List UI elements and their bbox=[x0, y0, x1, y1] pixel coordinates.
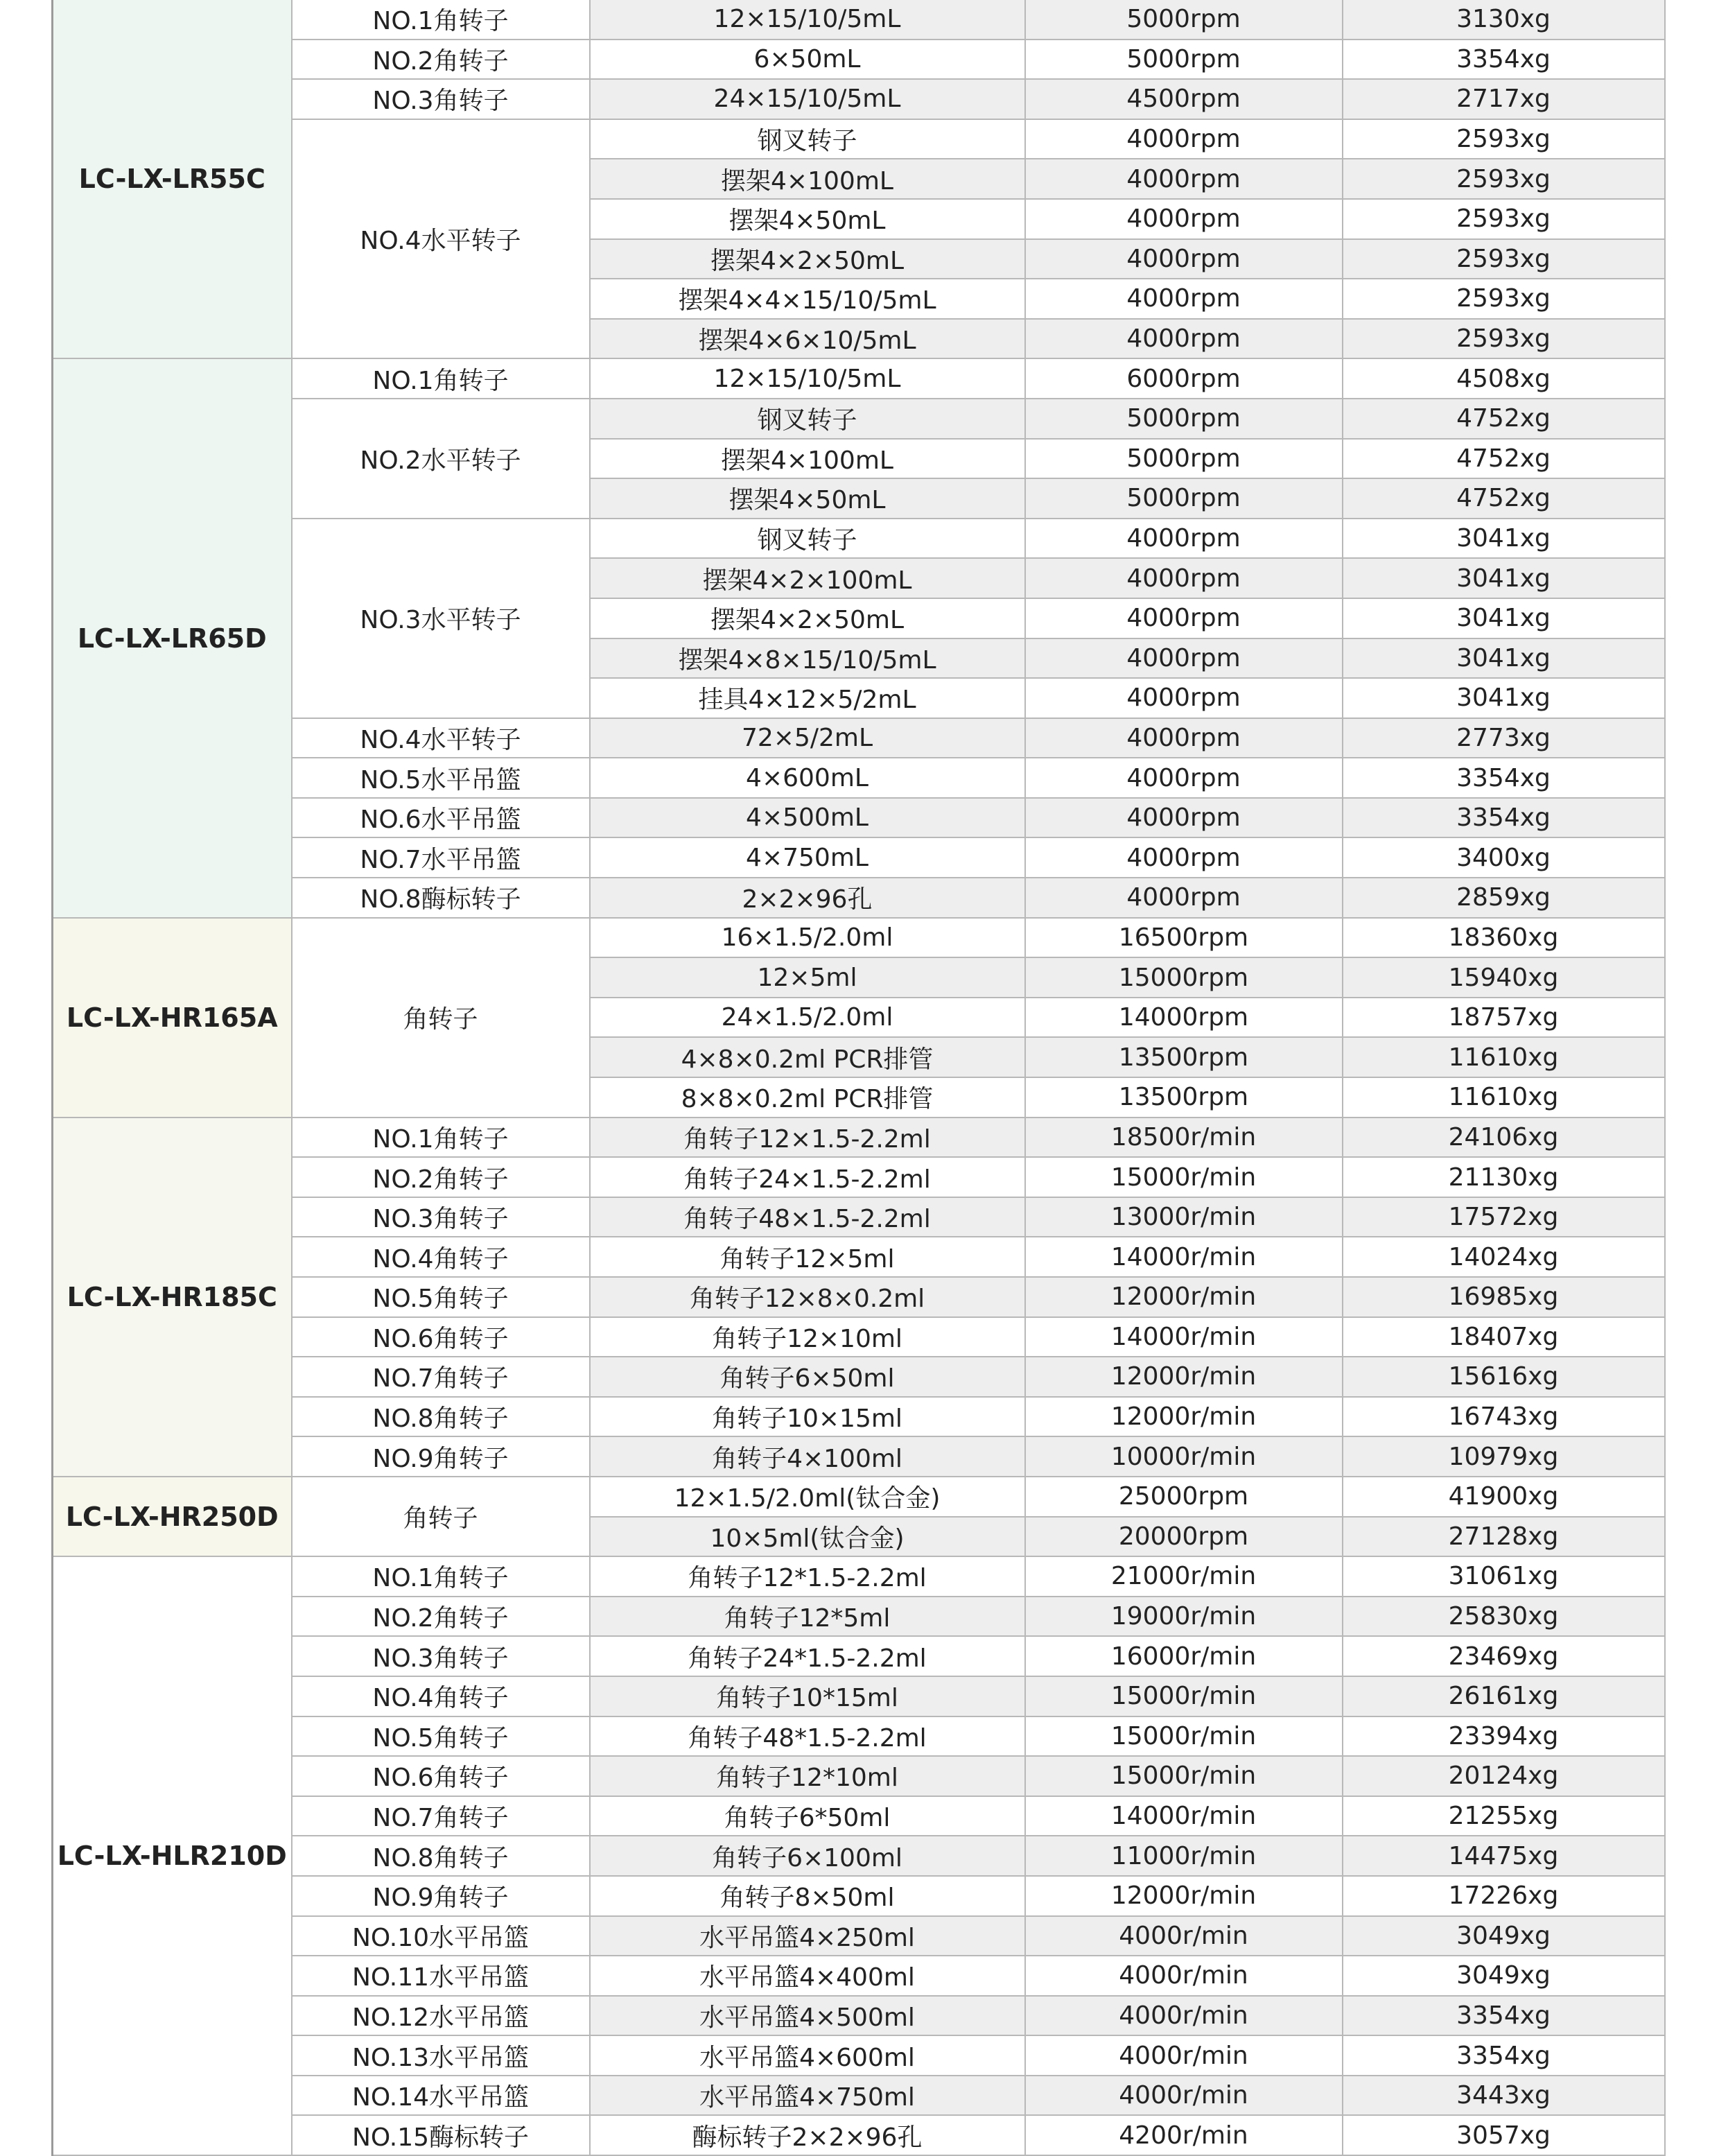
rcf-cell: 17572xg bbox=[1343, 1197, 1665, 1237]
capacity-cell: 水平吊篮4×250ml bbox=[590, 1916, 1025, 1956]
centrifuge-spec-table bbox=[51, 0, 1666, 2156]
rcf-cell: 4752xg bbox=[1343, 399, 1665, 439]
capacity-cell: 4×750mL bbox=[590, 837, 1025, 878]
speed-cell: 5000rpm bbox=[1025, 40, 1343, 80]
rcf-cell: 3400xg bbox=[1343, 837, 1665, 878]
rotor-cell: 角转子 bbox=[292, 918, 590, 1118]
speed-cell: 20000rpm bbox=[1025, 1517, 1343, 1557]
rcf-cell: 3354xg bbox=[1343, 40, 1665, 80]
speed-cell: 18500r/min bbox=[1025, 1118, 1343, 1158]
rcf-cell: 3049xg bbox=[1343, 1916, 1665, 1956]
speed-cell: 4500rpm bbox=[1025, 79, 1343, 119]
rcf-cell: 2717xg bbox=[1343, 79, 1665, 119]
rotor-cell: NO.13水平吊篮 bbox=[292, 2035, 590, 2076]
table-row bbox=[53, 519, 1665, 559]
speed-cell: 15000r/min bbox=[1025, 1756, 1343, 1796]
table-row bbox=[53, 1996, 1665, 2036]
rotor-cell: NO.12水平吊篮 bbox=[292, 1996, 590, 2036]
speed-cell: 14000r/min bbox=[1025, 1317, 1343, 1357]
rcf-cell: 10979xg bbox=[1343, 1436, 1665, 1477]
rcf-cell: 14475xg bbox=[1343, 1836, 1665, 1876]
speed-cell: 4000r/min bbox=[1025, 2076, 1343, 2116]
capacity-cell: 摆架4×4×15/10/5mL bbox=[590, 279, 1025, 319]
rcf-cell: 3041xg bbox=[1343, 558, 1665, 598]
rotor-cell: NO.1角转子 bbox=[292, 358, 590, 399]
table-row bbox=[53, 918, 1665, 958]
rcf-cell: 25830xg bbox=[1343, 1597, 1665, 1637]
rcf-cell: 24106xg bbox=[1343, 1118, 1665, 1158]
rcf-cell: 3354xg bbox=[1343, 798, 1665, 838]
speed-cell: 4000rpm bbox=[1025, 678, 1343, 718]
table-row bbox=[53, 1197, 1665, 1237]
speed-cell: 12000r/min bbox=[1025, 1397, 1343, 1437]
rotor-cell: NO.7角转子 bbox=[292, 1357, 590, 1397]
speed-cell: 4000r/min bbox=[1025, 2035, 1343, 2076]
rcf-cell: 2593xg bbox=[1343, 199, 1665, 239]
rotor-cell: NO.2角转子 bbox=[292, 40, 590, 80]
table-row bbox=[53, 1716, 1665, 1757]
rcf-cell: 3041xg bbox=[1343, 678, 1665, 718]
speed-cell: 10000r/min bbox=[1025, 1436, 1343, 1477]
model-cell: LC-LX-LR65D bbox=[53, 358, 292, 917]
rotor-cell: NO.11水平吊篮 bbox=[292, 1956, 590, 1996]
table-row bbox=[53, 1317, 1665, 1357]
capacity-cell: 8×8×0.2ml PCR排管 bbox=[590, 1077, 1025, 1118]
table-row bbox=[53, 2076, 1665, 2116]
capacity-cell: 角转子4×100ml bbox=[590, 1436, 1025, 1477]
speed-cell: 12000r/min bbox=[1025, 1357, 1343, 1397]
speed-cell: 11000r/min bbox=[1025, 1836, 1343, 1876]
rotor-cell: NO.3水平转子 bbox=[292, 519, 590, 718]
speed-cell: 4000rpm bbox=[1025, 598, 1343, 638]
table-row bbox=[53, 2035, 1665, 2076]
table-row bbox=[53, 1597, 1665, 1637]
table-row bbox=[53, 79, 1665, 119]
table-row bbox=[53, 119, 1665, 159]
capacity-cell: 16×1.5/2.0ml bbox=[590, 918, 1025, 958]
speed-cell: 14000r/min bbox=[1025, 1237, 1343, 1277]
rcf-cell: 4752xg bbox=[1343, 439, 1665, 479]
speed-cell: 4000rpm bbox=[1025, 319, 1343, 359]
table-row bbox=[53, 1636, 1665, 1676]
table-row bbox=[53, 1796, 1665, 1836]
capacity-cell: 摆架4×50mL bbox=[590, 199, 1025, 239]
capacity-cell: 12×1.5/2.0ml(钛合金) bbox=[590, 1477, 1025, 1517]
table-row bbox=[53, 1436, 1665, 1477]
rcf-cell: 41900xg bbox=[1343, 1477, 1665, 1517]
capacity-cell: 2×2×96孔 bbox=[590, 878, 1025, 918]
rotor-cell: NO.7角转子 bbox=[292, 1796, 590, 1836]
speed-cell: 4000rpm bbox=[1025, 558, 1343, 598]
rotor-cell: NO.3角转子 bbox=[292, 1636, 590, 1676]
rotor-cell: NO.8酶标转子 bbox=[292, 878, 590, 918]
speed-cell: 14000r/min bbox=[1025, 1796, 1343, 1836]
capacity-cell: 24×15/10/5mL bbox=[590, 79, 1025, 119]
capacity-cell: 角转子12×8×0.2ml bbox=[590, 1277, 1025, 1317]
rcf-cell: 18407xg bbox=[1343, 1317, 1665, 1357]
capacity-cell: 摆架4×50mL bbox=[590, 478, 1025, 519]
rotor-cell: NO.6水平吊篮 bbox=[292, 798, 590, 838]
capacity-cell: 摆架4×2×50mL bbox=[590, 239, 1025, 279]
speed-cell: 4000r/min bbox=[1025, 1956, 1343, 1996]
rcf-cell: 23394xg bbox=[1343, 1716, 1665, 1757]
rcf-cell: 3130xg bbox=[1343, 0, 1665, 40]
speed-cell: 4000r/min bbox=[1025, 1916, 1343, 1956]
capacity-cell: 角转子48*1.5-2.2ml bbox=[590, 1716, 1025, 1757]
speed-cell: 4000rpm bbox=[1025, 878, 1343, 918]
table-row bbox=[53, 1916, 1665, 1956]
speed-cell: 12000r/min bbox=[1025, 1277, 1343, 1317]
rcf-cell: 27128xg bbox=[1343, 1517, 1665, 1557]
rcf-cell: 3057xg bbox=[1343, 2115, 1665, 2155]
speed-cell: 4000rpm bbox=[1025, 239, 1343, 279]
rotor-cell: NO.5角转子 bbox=[292, 1716, 590, 1757]
rcf-cell: 14024xg bbox=[1343, 1237, 1665, 1277]
capacity-cell: 4×8×0.2ml PCR排管 bbox=[590, 1037, 1025, 1077]
speed-cell: 5000rpm bbox=[1025, 399, 1343, 439]
model-cell: LC-LX-HR165A bbox=[53, 918, 292, 1118]
speed-cell: 4000rpm bbox=[1025, 638, 1343, 679]
table-row bbox=[53, 1756, 1665, 1796]
rotor-cell: NO.2水平转子 bbox=[292, 399, 590, 519]
rotor-cell: NO.4水平转子 bbox=[292, 119, 590, 359]
rotor-cell: NO.8角转子 bbox=[292, 1397, 590, 1437]
capacity-cell: 角转子12*10ml bbox=[590, 1756, 1025, 1796]
rcf-cell: 21255xg bbox=[1343, 1796, 1665, 1836]
table-row bbox=[53, 1237, 1665, 1277]
table-row bbox=[53, 1676, 1665, 1716]
capacity-cell: 酶标转子2×2×96孔 bbox=[590, 2115, 1025, 2155]
rotor-cell: NO.6角转子 bbox=[292, 1756, 590, 1796]
rotor-cell: NO.4角转子 bbox=[292, 1676, 590, 1716]
table-row bbox=[53, 718, 1665, 758]
speed-cell: 4000rpm bbox=[1025, 758, 1343, 798]
rotor-cell: NO.2角转子 bbox=[292, 1597, 590, 1637]
rcf-cell: 15616xg bbox=[1343, 1357, 1665, 1397]
capacity-cell: 摆架4×2×100mL bbox=[590, 558, 1025, 598]
rotor-cell: 角转子 bbox=[292, 1477, 590, 1556]
rotor-cell: NO.15酶标转子 bbox=[292, 2115, 590, 2155]
rotor-cell: NO.14水平吊篮 bbox=[292, 2076, 590, 2116]
speed-cell: 13500rpm bbox=[1025, 1077, 1343, 1118]
rotor-cell: NO.7水平吊篮 bbox=[292, 837, 590, 878]
capacity-cell: 角转子6×50ml bbox=[590, 1357, 1025, 1397]
capacity-cell: 12×15/10/5mL bbox=[590, 358, 1025, 399]
rcf-cell: 18757xg bbox=[1343, 998, 1665, 1038]
speed-cell: 4000rpm bbox=[1025, 519, 1343, 559]
speed-cell: 6000rpm bbox=[1025, 358, 1343, 399]
rcf-cell: 2593xg bbox=[1343, 279, 1665, 319]
rcf-cell: 3049xg bbox=[1343, 1956, 1665, 1996]
table-row bbox=[53, 1876, 1665, 1916]
table-row bbox=[53, 837, 1665, 878]
rotor-cell: NO.3角转子 bbox=[292, 79, 590, 119]
rotor-cell: NO.1角转子 bbox=[292, 1556, 590, 1597]
speed-cell: 4000rpm bbox=[1025, 837, 1343, 878]
capacity-cell: 水平吊篮4×600ml bbox=[590, 2035, 1025, 2076]
speed-cell: 4000rpm bbox=[1025, 718, 1343, 758]
rotor-cell: NO.1角转子 bbox=[292, 1118, 590, 1158]
capacity-cell: 24×1.5/2.0ml bbox=[590, 998, 1025, 1038]
speed-cell: 15000r/min bbox=[1025, 1716, 1343, 1757]
speed-cell: 12000r/min bbox=[1025, 1876, 1343, 1916]
capacity-cell: 角转子10*15ml bbox=[590, 1676, 1025, 1716]
rotor-cell: NO.4角转子 bbox=[292, 1237, 590, 1277]
rcf-cell: 4752xg bbox=[1343, 478, 1665, 519]
table-row bbox=[53, 1157, 1665, 1197]
capacity-cell: 钢叉转子 bbox=[590, 119, 1025, 159]
speed-cell: 15000r/min bbox=[1025, 1676, 1343, 1716]
rcf-cell: 16743xg bbox=[1343, 1397, 1665, 1437]
speed-cell: 13000r/min bbox=[1025, 1197, 1343, 1237]
rcf-cell: 3041xg bbox=[1343, 519, 1665, 559]
capacity-cell: 角转子24×1.5-2.2ml bbox=[590, 1157, 1025, 1197]
rotor-cell: NO.1角转子 bbox=[292, 0, 590, 40]
table-row bbox=[53, 1397, 1665, 1437]
capacity-cell: 角转子6×100ml bbox=[590, 1836, 1025, 1876]
capacity-cell: 水平吊篮4×400ml bbox=[590, 1956, 1025, 1996]
table-row bbox=[53, 1556, 1665, 1597]
rcf-cell: 21130xg bbox=[1343, 1157, 1665, 1197]
capacity-cell: 角转子10×15ml bbox=[590, 1397, 1025, 1437]
table-row bbox=[53, 878, 1665, 918]
capacity-cell: 角转子12×10ml bbox=[590, 1317, 1025, 1357]
capacity-cell: 角转子6*50ml bbox=[590, 1796, 1025, 1836]
table-row bbox=[53, 1118, 1665, 1158]
speed-cell: 21000r/min bbox=[1025, 1556, 1343, 1597]
table-row bbox=[53, 1277, 1665, 1317]
capacity-cell: 角转子12*1.5-2.2ml bbox=[590, 1556, 1025, 1597]
table-row bbox=[53, 1477, 1665, 1517]
rotor-cell: NO.10水平吊篮 bbox=[292, 1916, 590, 1956]
rotor-cell: NO.6角转子 bbox=[292, 1317, 590, 1357]
rotor-cell: NO.9角转子 bbox=[292, 1436, 590, 1477]
table-row bbox=[53, 1357, 1665, 1397]
rcf-cell: 11610xg bbox=[1343, 1037, 1665, 1077]
capacity-cell: 水平吊篮4×750ml bbox=[590, 2076, 1025, 2116]
model-cell: LC-LX-LR55C bbox=[53, 0, 292, 358]
rcf-cell: 3354xg bbox=[1343, 1996, 1665, 2036]
speed-cell: 4000rpm bbox=[1025, 159, 1343, 199]
speed-cell: 16500rpm bbox=[1025, 918, 1343, 958]
capacity-cell: 12×5ml bbox=[590, 957, 1025, 998]
speed-cell: 5000rpm bbox=[1025, 439, 1343, 479]
speed-cell: 15000r/min bbox=[1025, 1157, 1343, 1197]
speed-cell: 25000rpm bbox=[1025, 1477, 1343, 1517]
rcf-cell: 20124xg bbox=[1343, 1756, 1665, 1796]
capacity-cell: 钢叉转子 bbox=[590, 399, 1025, 439]
capacity-cell: 钢叉转子 bbox=[590, 519, 1025, 559]
rcf-cell: 16985xg bbox=[1343, 1277, 1665, 1317]
rcf-cell: 26161xg bbox=[1343, 1676, 1665, 1716]
rcf-cell: 18360xg bbox=[1343, 918, 1665, 958]
capacity-cell: 角转子12*5ml bbox=[590, 1597, 1025, 1637]
capacity-cell: 摆架4×8×15/10/5mL bbox=[590, 638, 1025, 679]
capacity-cell: 角转子8×50ml bbox=[590, 1876, 1025, 1916]
speed-cell: 16000r/min bbox=[1025, 1636, 1343, 1676]
rotor-cell: NO.5角转子 bbox=[292, 1277, 590, 1317]
capacity-cell: 角转子12×1.5-2.2ml bbox=[590, 1118, 1025, 1158]
speed-cell: 4000rpm bbox=[1025, 798, 1343, 838]
table-row bbox=[53, 2115, 1665, 2155]
table-row bbox=[53, 358, 1665, 399]
rcf-cell: 15940xg bbox=[1343, 957, 1665, 998]
speed-cell: 4000rpm bbox=[1025, 199, 1343, 239]
capacity-cell: 摆架4×6×10/5mL bbox=[590, 319, 1025, 359]
rcf-cell: 3354xg bbox=[1343, 758, 1665, 798]
rotor-cell: NO.9角转子 bbox=[292, 1876, 590, 1916]
capacity-cell: 4×600mL bbox=[590, 758, 1025, 798]
rotor-cell: NO.8角转子 bbox=[292, 1836, 590, 1876]
rcf-cell: 3354xg bbox=[1343, 2035, 1665, 2076]
model-cell: LC-LX-HR185C bbox=[53, 1118, 292, 1477]
rcf-cell: 2593xg bbox=[1343, 159, 1665, 199]
capacity-cell: 水平吊篮4×500ml bbox=[590, 1996, 1025, 2036]
rotor-cell: NO.4水平转子 bbox=[292, 718, 590, 758]
speed-cell: 4000rpm bbox=[1025, 279, 1343, 319]
rcf-cell: 3443xg bbox=[1343, 2076, 1665, 2116]
capacity-cell: 角转子48×1.5-2.2ml bbox=[590, 1197, 1025, 1237]
rcf-cell: 2593xg bbox=[1343, 319, 1665, 359]
rcf-cell: 31061xg bbox=[1343, 1556, 1665, 1597]
capacity-cell: 10×5ml(钛合金) bbox=[590, 1517, 1025, 1557]
rcf-cell: 17226xg bbox=[1343, 1876, 1665, 1916]
rcf-cell: 2859xg bbox=[1343, 878, 1665, 918]
capacity-cell: 4×500mL bbox=[590, 798, 1025, 838]
speed-cell: 5000rpm bbox=[1025, 478, 1343, 519]
rotor-cell: NO.2角转子 bbox=[292, 1157, 590, 1197]
capacity-cell: 12×15/10/5mL bbox=[590, 0, 1025, 40]
table-row bbox=[53, 1956, 1665, 1996]
capacity-cell: 摆架4×100mL bbox=[590, 439, 1025, 479]
spec-table-body bbox=[53, 0, 1665, 2155]
table-row bbox=[53, 399, 1665, 439]
rotor-cell: NO.3角转子 bbox=[292, 1197, 590, 1237]
rcf-cell: 2593xg bbox=[1343, 119, 1665, 159]
speed-cell: 14000rpm bbox=[1025, 998, 1343, 1038]
speed-cell: 4200r/min bbox=[1025, 2115, 1343, 2155]
capacity-cell: 摆架4×2×50mL bbox=[590, 598, 1025, 638]
table-row bbox=[53, 758, 1665, 798]
table-row bbox=[53, 798, 1665, 838]
capacity-cell: 6×50mL bbox=[590, 40, 1025, 80]
table-row bbox=[53, 40, 1665, 80]
rcf-cell: 3041xg bbox=[1343, 638, 1665, 679]
rcf-cell: 11610xg bbox=[1343, 1077, 1665, 1118]
model-cell: LC-LX-HR250D bbox=[53, 1477, 292, 1556]
speed-cell: 15000rpm bbox=[1025, 957, 1343, 998]
speed-cell: 5000rpm bbox=[1025, 0, 1343, 40]
table-row bbox=[53, 1836, 1665, 1876]
capacity-cell: 角转子12×5ml bbox=[590, 1237, 1025, 1277]
speed-cell: 13500rpm bbox=[1025, 1037, 1343, 1077]
rcf-cell: 2773xg bbox=[1343, 718, 1665, 758]
capacity-cell: 挂具4×12×5/2mL bbox=[590, 678, 1025, 718]
rcf-cell: 4508xg bbox=[1343, 358, 1665, 399]
rotor-cell: NO.5水平吊篮 bbox=[292, 758, 590, 798]
rcf-cell: 23469xg bbox=[1343, 1636, 1665, 1676]
speed-cell: 4000r/min bbox=[1025, 1996, 1343, 2036]
speed-cell: 19000r/min bbox=[1025, 1597, 1343, 1637]
rcf-cell: 2593xg bbox=[1343, 239, 1665, 279]
speed-cell: 4000rpm bbox=[1025, 119, 1343, 159]
model-cell: LC-LX-HLR210D bbox=[53, 1556, 292, 2155]
capacity-cell: 摆架4×100mL bbox=[590, 159, 1025, 199]
table-row bbox=[53, 0, 1665, 40]
rcf-cell: 3041xg bbox=[1343, 598, 1665, 638]
capacity-cell: 72×5/2mL bbox=[590, 718, 1025, 758]
capacity-cell: 角转子24*1.5-2.2ml bbox=[590, 1636, 1025, 1676]
